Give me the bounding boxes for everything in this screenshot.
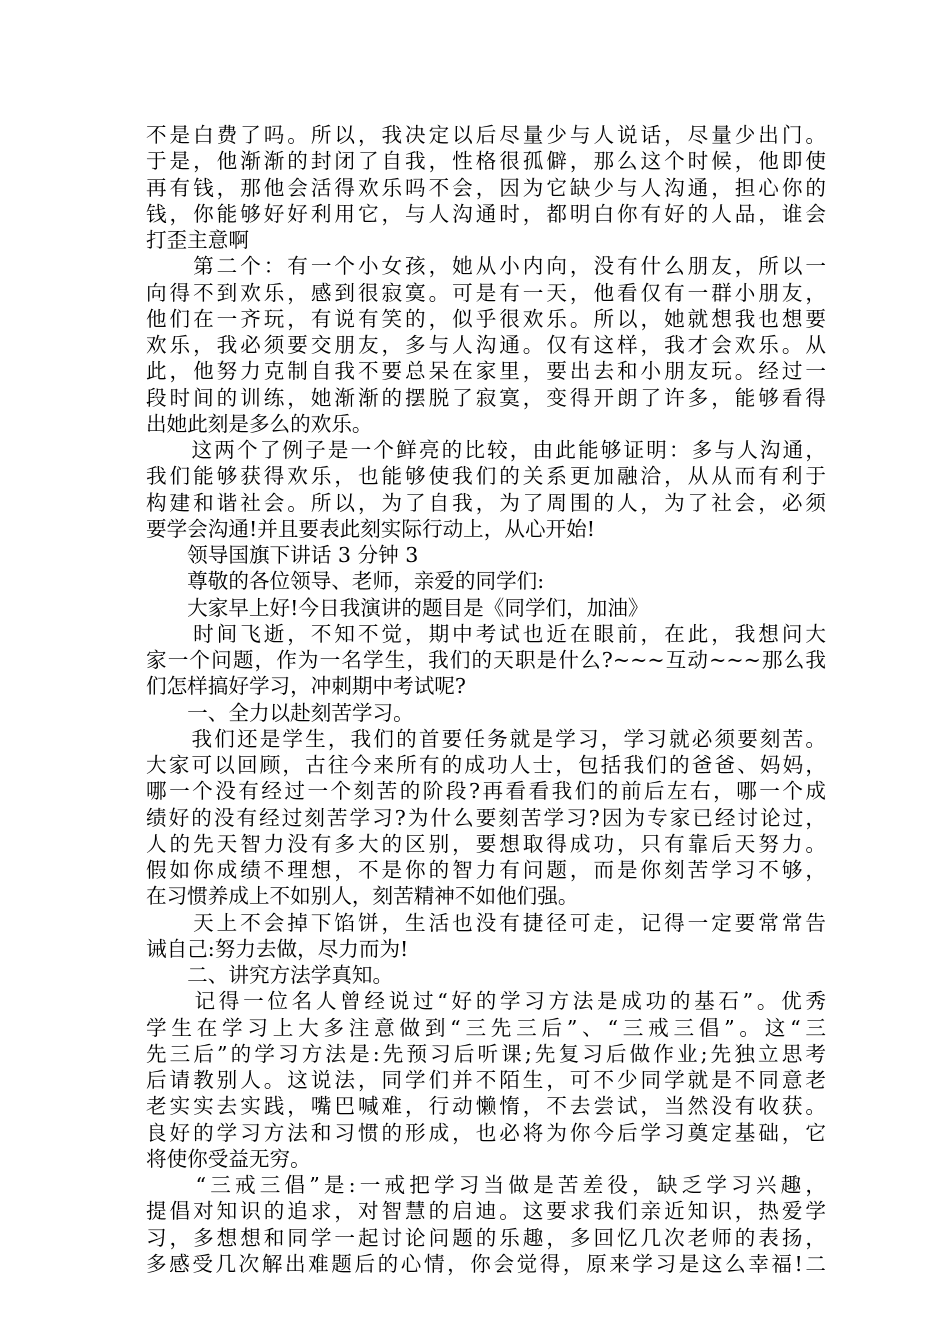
text-line: 记得一位名人曾经说过“好的学习方法是成功的基石”。优秀 [146, 989, 826, 1014]
text-line: 向得不到欢乐，感到很寂寞。可是有一天，他看仅有一群小朋友， [146, 280, 826, 305]
text-line: 们怎样搞好学习，冲刺期中考试呢? [146, 674, 466, 699]
text-line: 时间飞逝，不知不觉，期中考试也近在眼前，在此，我想问大 [146, 621, 826, 646]
text-line: 良好的学习方法和习惯的形成，也必将为你今后学习奠定基础，它 [146, 1120, 826, 1145]
text-line: 提倡对知识的追求，对智慧的启迪。这要求我们亲近知识，热爱学 [146, 1199, 826, 1224]
text-line: “三戒三倡”是:一戒把学习当做是苦差役，缺乏学习兴趣， [146, 1173, 826, 1197]
text-line: 于是，他渐渐的封闭了自我，性格很孤僻，那么这个时候，他即使 [146, 149, 826, 174]
text-line: 多感受几次解出难题后的心情，你会觉得，原来学习是这么幸福!二 [146, 1251, 826, 1276]
text-line: 绩好的没有经过刻苦学习?为什么要刻苦学习?因为专家已经讨论过， [146, 805, 826, 830]
text-line: 此，他努力克制自我不要总呆在家里，要出去和小朋友玩。经过一 [146, 359, 826, 384]
text-line: 再有钱，那他会活得欢乐吗不会，因为它缺少与人沟通，担心你的 [146, 175, 826, 200]
text-line: 钱，你能够好好利用它，与人沟通时，都明白你有好的人品，谁会 [146, 201, 826, 226]
text-line: 不是白费了吗。所以，我决定以后尽量少与人说话，尽量少出门。 [146, 123, 826, 147]
text-line: 领导国旗下讲话 3 分钟 3 [146, 543, 419, 567]
text-line: 我们还是学生，我们的首要任务就是学习，学习就必须要刻苦。 [146, 726, 826, 751]
text-line: 先三后”的学习方法是:先预习后听课;先复习后做作业;先独立思考 [146, 1041, 826, 1066]
text-line: 诫自己:努力去做，尽力而为! [146, 936, 409, 961]
text-line: 学生在学习上大多注意做到“三先三后”、“三戒三倡”。这“三 [146, 1015, 826, 1040]
body-text [146, 122, 826, 1277]
text-line: 第二个：有一个小女孩，她从小内向，没有什么朋友，所以一 [146, 254, 826, 279]
text-line: 将使你受益无穷。 [146, 1146, 311, 1171]
text-line: 二、讲究方法学真知。 [146, 963, 394, 987]
text-line: 这两个了例子是一个鲜亮的比较，由此能够证明：多与人沟通， [146, 438, 826, 462]
text-line: 家一个问题，作为一名学生，我们的天职是什么?~~~互动~~~那么我 [146, 648, 826, 672]
text-line: 他们在一齐玩，有说有笑的，似乎很欢乐。所以，她就想我也想要 [146, 306, 826, 331]
text-line: 段时间的训练，她渐渐的摆脱了寂寞，变得开朗了许多，能够看得 [146, 385, 826, 410]
text-line: 大家可以回顾，古往今来所有的成功人士，包括我们的爸爸、妈妈， [146, 753, 826, 777]
text-line: 老实实去实践，嘴巴喊难，行动懒惰，不去尝试，当然没有收获。 [146, 1094, 826, 1119]
text-line: 打歪主意啊 [146, 228, 249, 252]
text-line: 习，多想想和同学一起讨论问题的乐趣，多回忆几次老师的表扬， [146, 1225, 826, 1250]
text-line: 人的先天智力没有多大的区别，要想取得成功，只有靠后天努力。 [146, 831, 826, 856]
text-line: 哪一个没有经过一个刻苦的阶段?再看看我们的前后左右，哪一个成 [146, 779, 826, 804]
text-line: 大家早上好!今日我演讲的题目是《同学们，加油》 [146, 595, 649, 620]
text-line: 要学会沟通!并且要表此刻实际行动上，从心开始! [146, 516, 596, 541]
text-line: 出她此刻是多么的欢乐。 [146, 411, 373, 436]
text-line: 在习惯养成上不如别人，刻苦精神不如他们强。 [146, 884, 579, 909]
text-line: 欢乐，我必须要交朋友，多与人沟通。仅有这样，我才会欢乐。从 [146, 333, 826, 357]
text-line: 我们能够获得欢乐，也能够使我们的关系更加融洽，从从而有利于 [146, 464, 826, 489]
text-line: 一、全力以赴刻苦学习。 [146, 700, 414, 725]
text-line: 假如你成绩不理想，不是你的智力有问题，而是你刻苦学习不够， [146, 858, 826, 882]
text-line: 构建和谐社会。所以，为了自我，为了周围的人，为了社会，必须 [146, 490, 826, 515]
text-line: 尊敬的各位领导、老师，亲爱的同学们: [146, 569, 545, 594]
text-line: 后请教别人。这说法，同学们并不陌生，可不少同学就是不同意老 [146, 1068, 826, 1092]
text-line: 天上不会掉下馅饼，生活也没有捷径可走，记得一定要常常告 [146, 910, 826, 935]
